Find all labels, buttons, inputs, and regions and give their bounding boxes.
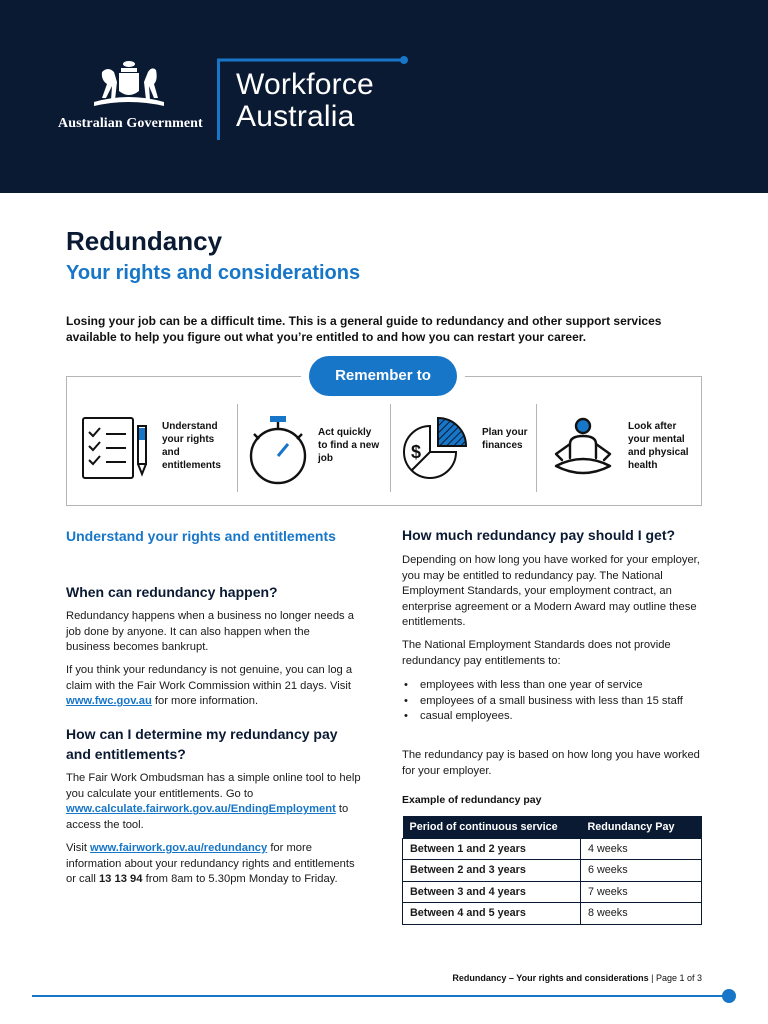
stopwatch-icon [246, 414, 312, 486]
table-cell: Between 2 and 3 years [403, 860, 581, 882]
list-item: • casual employees. [402, 709, 702, 725]
divider [390, 404, 391, 492]
pay-paragraph-2: The National Employment Standards does not provide redundancy pay entitlements to: [402, 639, 671, 667]
remember-item-text: Look after your mental and physical health [628, 421, 689, 471]
brand-name-line1: Workforce [236, 68, 374, 101]
table-row [403, 903, 702, 925]
heading-when-redundancy: When can redundancy happen? [66, 584, 278, 600]
column-header: Period of continuous service [403, 816, 581, 838]
footer-doc-title: Redundancy – Your rights and considerations [452, 973, 649, 983]
when-paragraph-1: Redundancy happens when a business no longer needs a job done by anyone. It can also happen when the business becomes bankrupt. [66, 610, 354, 654]
heading-determine-pay: How can I determine my redundancy pay and entitlements? [66, 726, 338, 762]
remember-label: Remember to [309, 356, 457, 396]
page-title: Redundancy [66, 226, 223, 256]
footer-line [32, 995, 732, 997]
footer-dot [722, 989, 736, 1003]
remember-item-rights [80, 400, 230, 496]
divider [536, 404, 537, 492]
determine-paragraph-1: The Fair Work Ombudsman has a simple online tool to help you calculate your entitlements. Go to www.calculate.fairwork.gov.au/EndingEmployment to access the tool. [66, 772, 361, 831]
table-cell: 8 weeks [581, 903, 702, 925]
page-footer: Redundancy – Your rights and considerations | Page 1 of 3 [452, 973, 702, 983]
table-row [403, 881, 702, 903]
table-caption: Example of redundancy pay [402, 794, 542, 806]
table-cell: Between 4 and 5 years [403, 903, 581, 925]
finance-pie-icon [400, 414, 470, 484]
fairwork-redundancy-link[interactable]: www.fairwork.gov.au/redundancy [90, 842, 268, 854]
calculator-link[interactable]: www.calculate.fairwork.gov.au/EndingEmployment [66, 803, 336, 816]
redundancy-pay-table [402, 816, 702, 925]
remember-item-act [246, 400, 386, 496]
remember-item-text: Plan your finances [482, 427, 528, 451]
intro-paragraph: Losing your job can be a difficult time. This is a general guide to redundancy and other support services available to help you figure out what you’re entitled to and how you can restart your career. [66, 314, 662, 344]
remember-item-health [548, 400, 698, 496]
table-row [403, 860, 702, 882]
exclusions-list [402, 678, 702, 725]
fwc-link[interactable]: www.fwc.gov.au [66, 695, 152, 708]
determine-paragraph-2: Visit www.fairwork.gov.au/redundancy for more information about your redundancy rights and entitlements or call 13 13 94 from 8am to 5.30pm Monday to Friday. [66, 842, 355, 886]
page-header [0, 0, 768, 193]
meditation-icon [548, 414, 618, 480]
heading-how-much-pay: How much redundancy pay should I get? [402, 527, 676, 543]
remember-item-text: Understand your rights and entitlements [162, 421, 221, 471]
divider [237, 404, 238, 492]
remember-item-finances [400, 400, 530, 496]
government-label: Australian Government [58, 116, 203, 131]
pay-paragraph-1: Depending on how long you have worked for your employer, you may be entitled to redundancy pay. The National Employment Standards, your employment contract, an enterprise agreement or a Modern Award may outline these entitlements. [402, 554, 700, 629]
table-row [403, 838, 702, 860]
remember-item-text: Act quickly to find a new job [318, 427, 380, 464]
table-header-row [403, 816, 702, 838]
table-cell: 4 weeks [581, 838, 702, 860]
table-cell: Between 3 and 4 years [403, 881, 581, 903]
section-heading-rights: Understand your rights and entitlements [66, 528, 336, 544]
page-number: Page 1 of 3 [655, 973, 702, 983]
table-cell: 7 weeks [581, 881, 702, 903]
table-cell: 6 weeks [581, 860, 702, 882]
page-subtitle: Your rights and considerations [66, 262, 361, 284]
brand-name-line2: Australia [236, 100, 355, 133]
list-item: • employees with less than one year of service [402, 678, 702, 694]
column-header: Redundancy Pay [581, 816, 702, 838]
phone-number: 13 13 94 [98, 873, 143, 886]
checklist-icon [80, 414, 152, 480]
pay-paragraph-3: The redundancy pay is based on how long you have worked for your employer. [402, 749, 700, 777]
when-paragraph-2: If you think your redundancy is not genuine, you can log a claim with the Fair Work Commission within 21 days. Visit www.fwc.gov.au for more information. [66, 664, 353, 708]
coat-of-arms-icon [88, 58, 170, 114]
table-cell: Between 1 and 2 years [403, 838, 581, 860]
svg-text:$: $ [411, 442, 422, 462]
list-item: • employees of a small business with less than 15 staff [402, 694, 702, 710]
